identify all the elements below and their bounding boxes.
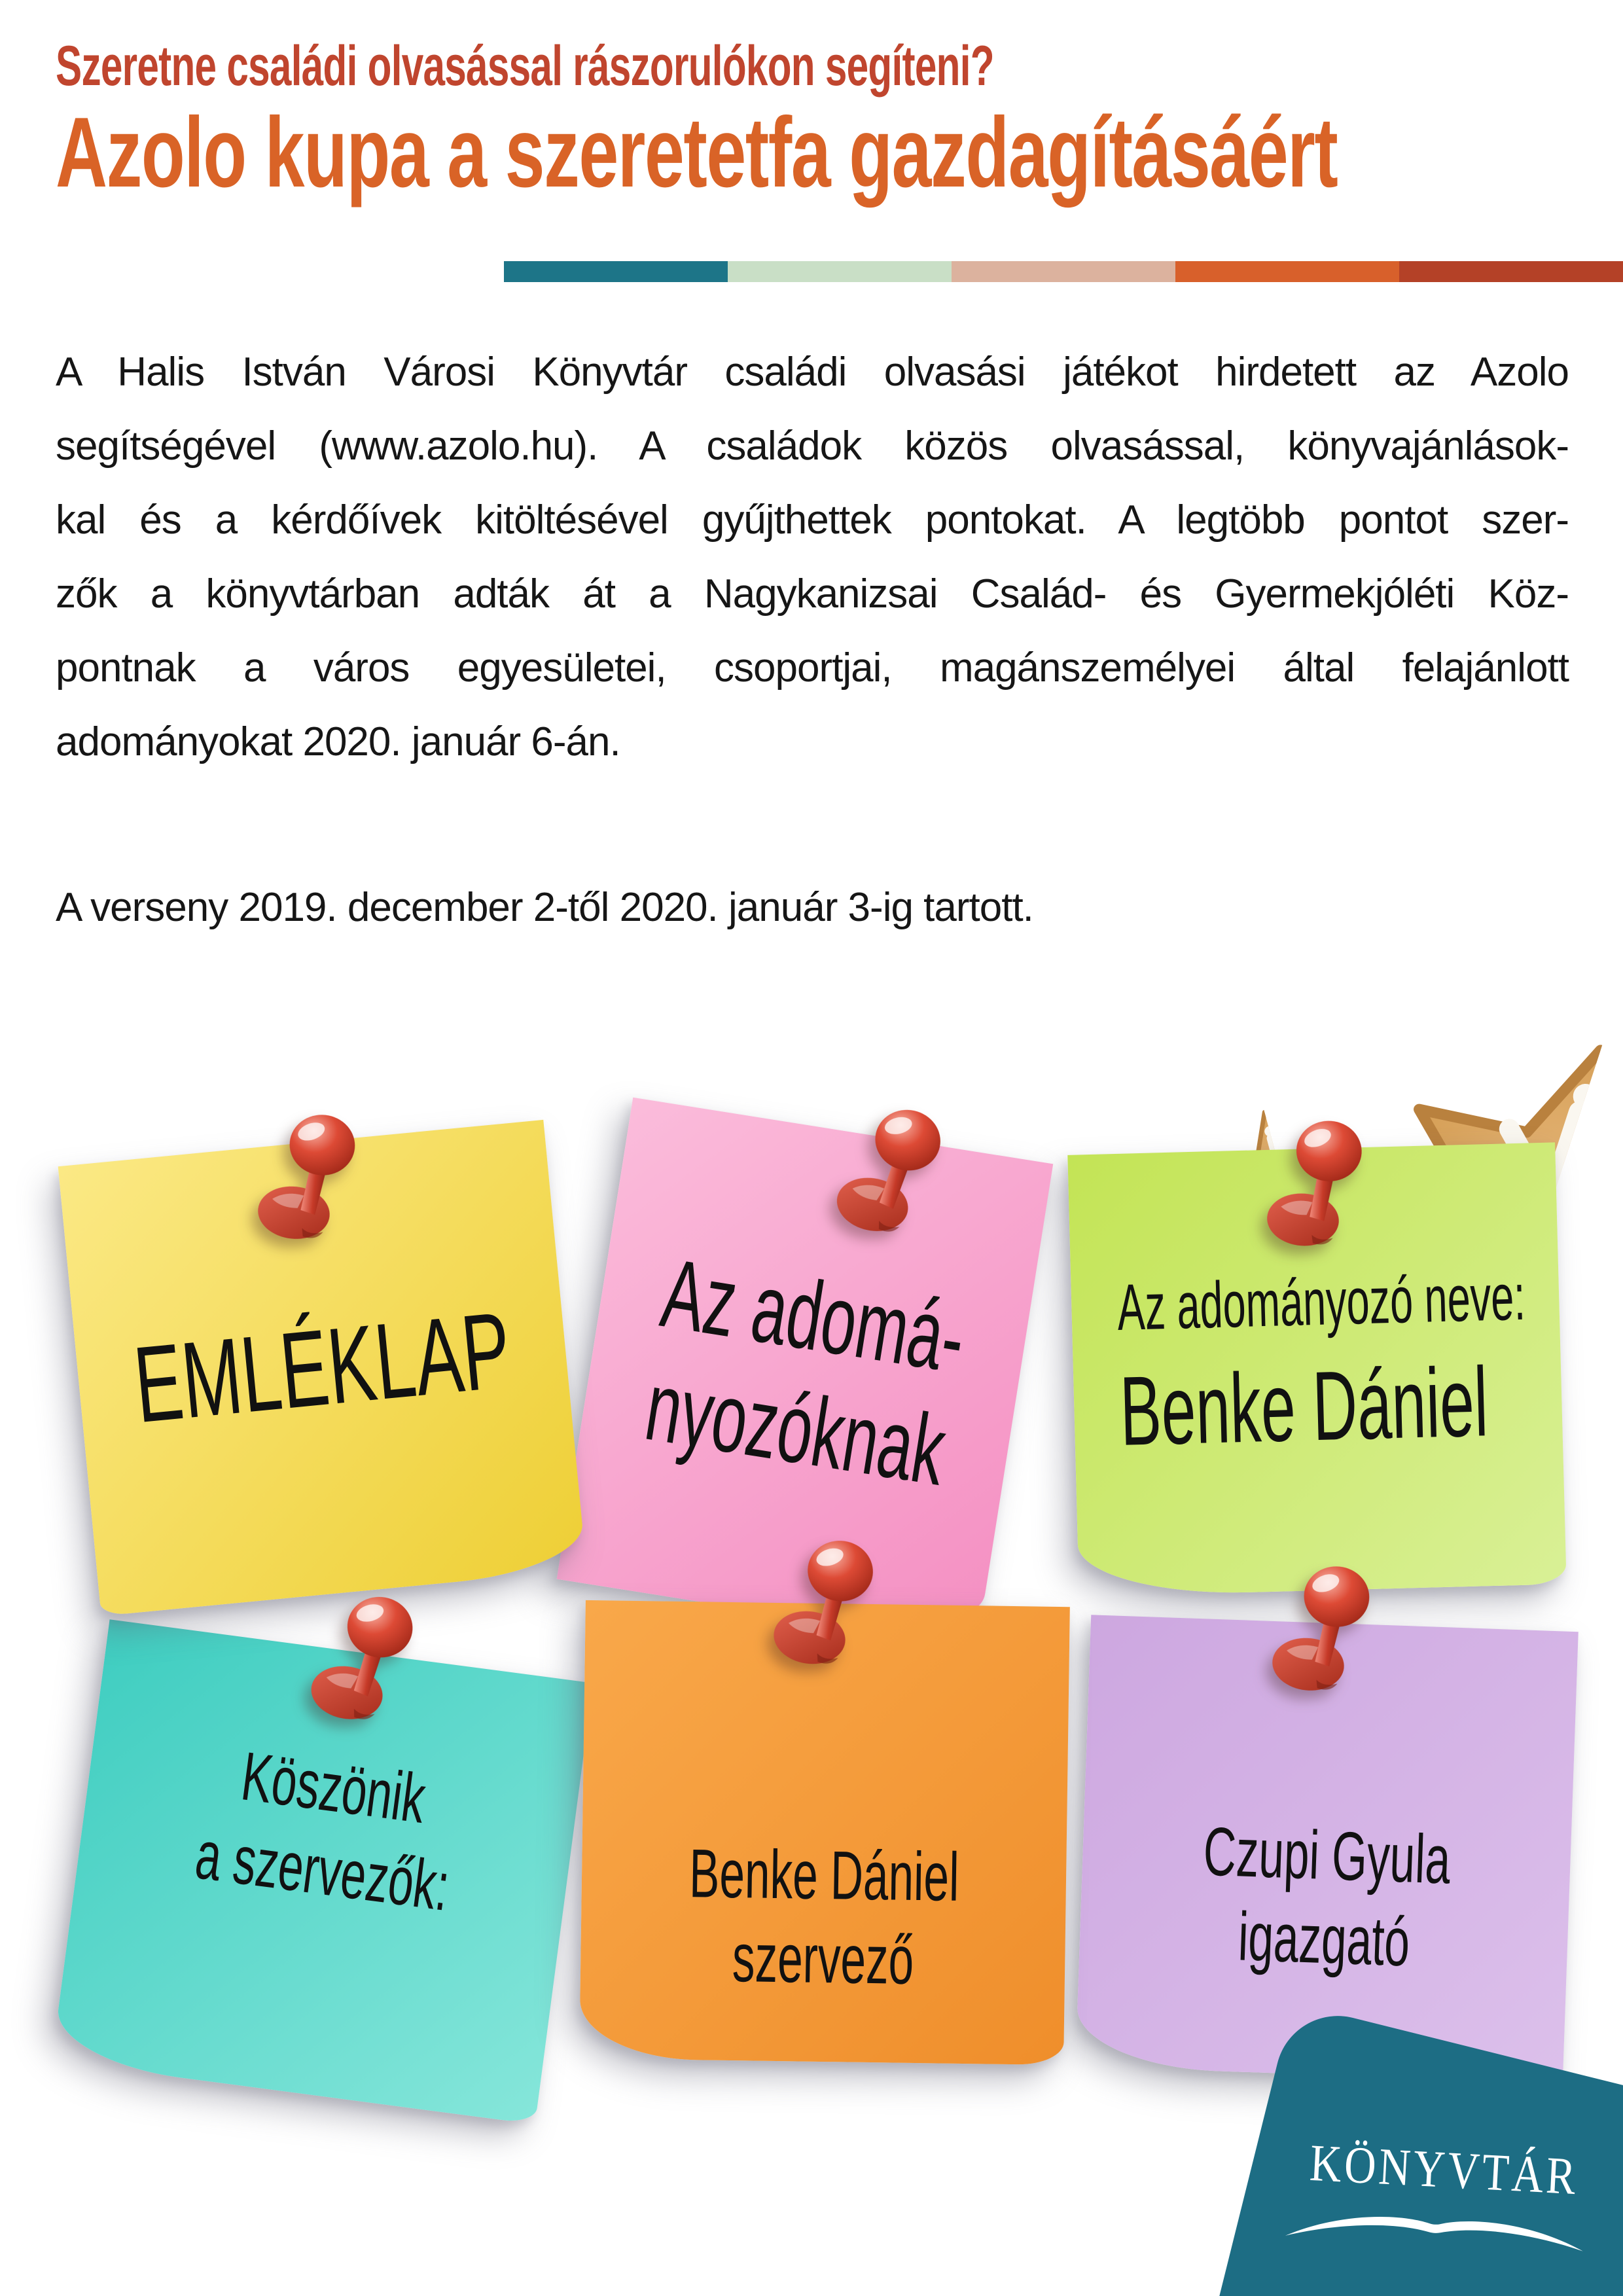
divider-segment: [1175, 261, 1399, 282]
note-line: nyozóknak: [639, 1350, 954, 1506]
note-line: Benke Dániel: [688, 1835, 959, 1916]
page-subtitle: Szeretne családi olvasással rászorulókon segíteni?: [56, 35, 994, 98]
note-line: igazgató: [1236, 1898, 1411, 1981]
push-pin-icon: [766, 1526, 883, 1677]
note-line: Czupi Gyula: [1202, 1813, 1452, 1899]
divider-segment: [1399, 261, 1623, 282]
paragraph-line: zők a könyvtárban adták át a Nagykanizsai Család- és Gyermekjóléti Köz-: [56, 571, 1569, 617]
color-divider-bar: [504, 261, 1623, 282]
note-line: EMLÉKLAP: [129, 1289, 516, 1446]
note-line: Az adomá-: [655, 1237, 973, 1393]
push-pin-icon: [1266, 1553, 1378, 1702]
donor-name: Benke Dániel: [1118, 1346, 1489, 1466]
paragraph-line: segítségével (www.azolo.hu). A családok közös olvasással, könyvajánlások-: [56, 423, 1569, 469]
library-logo: [1280, 2132, 1594, 2263]
note-line: Az adományozó neve:: [1116, 1260, 1527, 1344]
paragraph-line: adományokat 2020. január 6-án.: [56, 719, 620, 764]
paragraph-line: kal és a kérdőívek kitöltésével gyűjthettek pontokat. A legtöbb pontot szer-: [56, 497, 1569, 543]
contest-period-line: A verseny 2019. december 2-től 2020. január 3-ig tartott.: [56, 885, 1033, 930]
page-title: Azolo kupa a szeretetfa gazdagításáért: [56, 97, 1338, 208]
note-line: szervező: [731, 1920, 914, 1999]
paragraph-line: A Halis István Városi Könyvtár családi olvasási játékot hirdetett az Azolo: [56, 350, 1569, 395]
push-pin-icon: [1262, 1109, 1369, 1255]
gingerbread-star-icon: [0, 2084, 328, 2296]
note-line: Köszönik: [237, 1738, 430, 1838]
divider-segment: [504, 261, 728, 282]
divider-segment: [728, 261, 952, 282]
logo-text: KÖNYVTÁR: [1308, 2134, 1580, 2206]
push-pin-icon: [251, 1102, 363, 1250]
note-line: a szervezők:: [191, 1816, 454, 1926]
divider-segment: [952, 261, 1175, 282]
paragraph-line: pontnak a város egyesületei, csoportjai, magánszemélyei által felajánlott: [56, 645, 1569, 691]
